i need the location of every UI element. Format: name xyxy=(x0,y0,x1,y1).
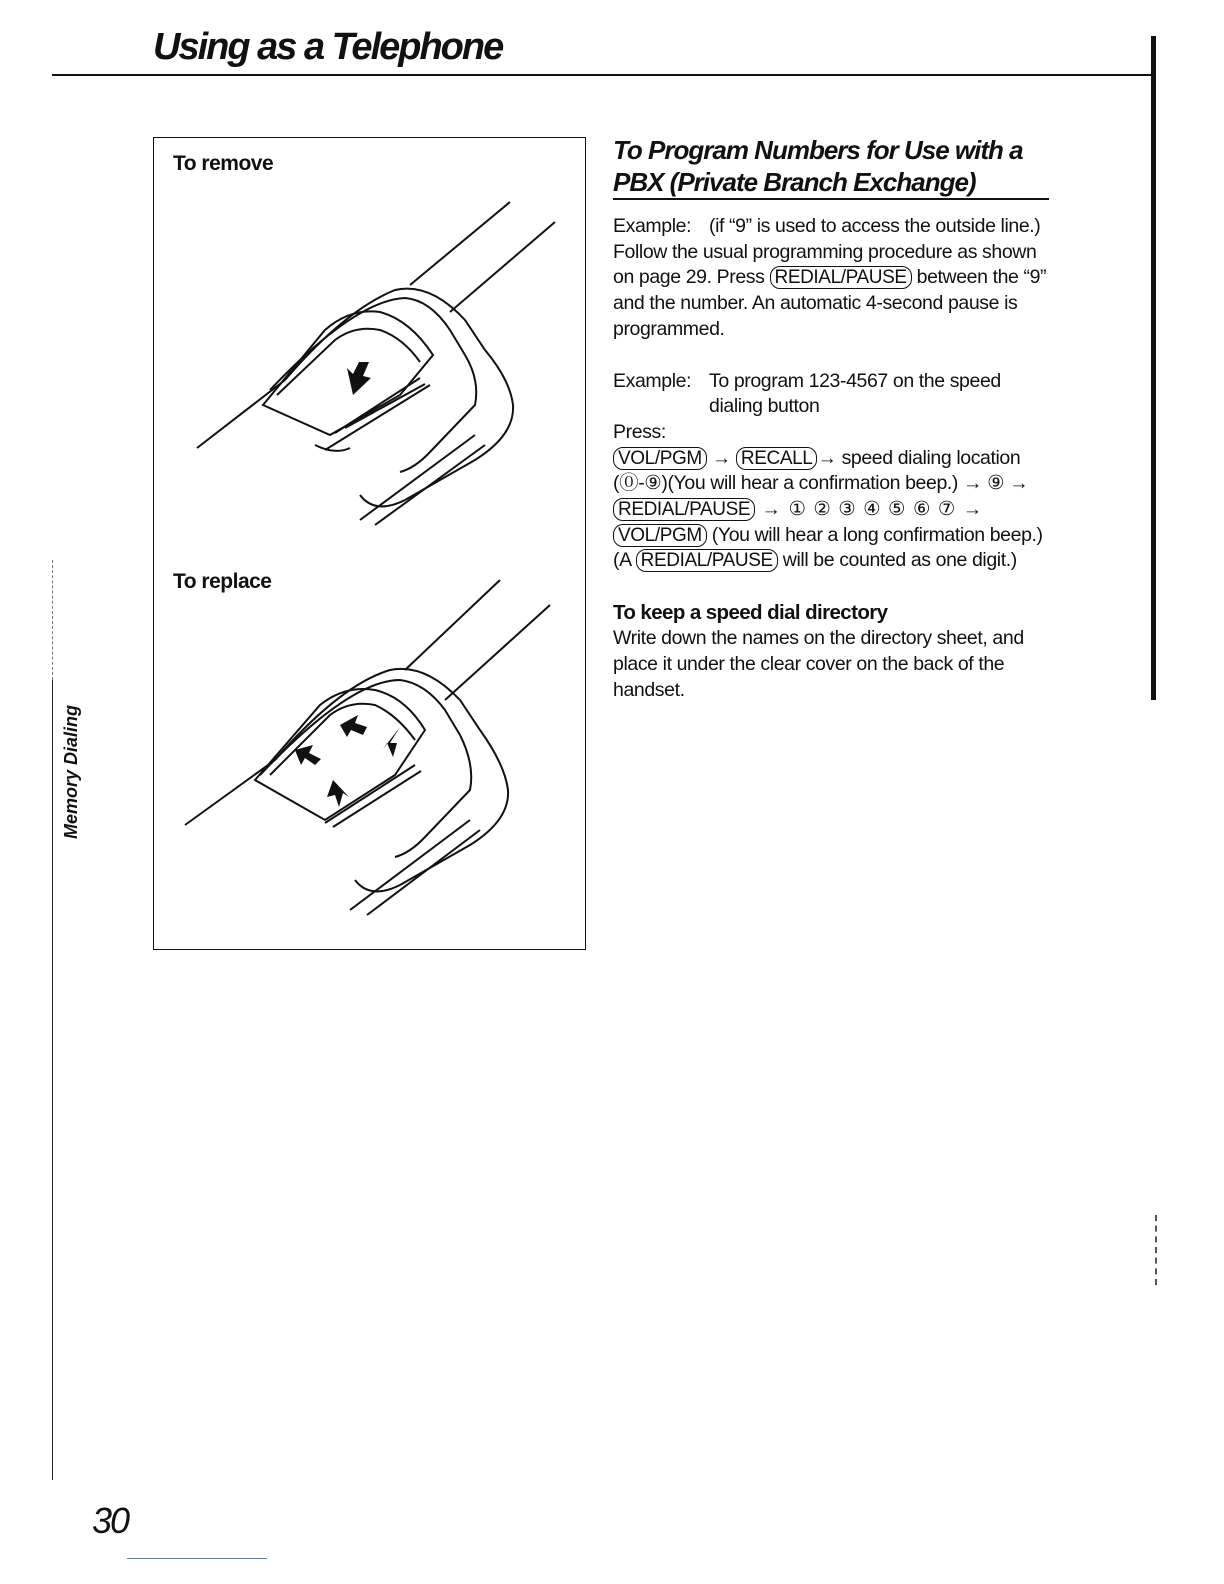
pause-note-text-2: will be counted as one digit.) xyxy=(777,549,1017,572)
pbx-title-line-2: PBX (Private Branch Exchange) xyxy=(613,166,1049,200)
vol-pgm-key: VOL/PGM xyxy=(613,447,707,470)
vol-pgm-key: VOL/PGM xyxy=(613,524,707,547)
press-label: Press: xyxy=(613,420,666,443)
example-1 xyxy=(613,214,1053,240)
sequence-text-2: (You will hear a long confirmation beep.) xyxy=(706,523,1043,546)
page-title: Using as a Telephone xyxy=(153,26,503,68)
pbx-instructions-text-1: Follow the usual programming procedure as shown on page 29. Press xyxy=(613,240,1037,289)
handset-replace-illustration xyxy=(175,575,570,920)
example-2-text: To program 123-4567 on the speed dialing button xyxy=(709,369,1001,418)
directory-heading: To keep a speed dial directory xyxy=(613,601,888,625)
pbx-title-line-1: To Program Numbers for Use with a xyxy=(613,135,1023,165)
figure-label-replace: To replace xyxy=(173,570,272,593)
pbx-instructions xyxy=(613,240,1053,343)
sequence-text-1: → speed dialing location (⓪-⑨)(You will hear a confirmation beep.) → ⑨ → xyxy=(613,446,1029,495)
right-margin-dash xyxy=(1155,1215,1157,1285)
example-2-label: Example: xyxy=(613,369,692,392)
pause-note xyxy=(613,548,1053,574)
left-margin-dash xyxy=(52,560,53,680)
handset-remove-illustration xyxy=(175,190,570,530)
key-sequence xyxy=(613,446,1053,549)
section-side-tab: Memory Dialing xyxy=(61,704,81,840)
example-1-label: Example: xyxy=(613,215,692,237)
redial-pause-key: REDIAL/PAUSE xyxy=(770,266,912,289)
left-margin-line xyxy=(52,680,53,1480)
redial-pause-key: REDIAL/PAUSE xyxy=(636,549,778,572)
right-margin-bar xyxy=(1151,36,1156,700)
sequence-digits: → ① ② ③ ④ ⑤ ⑥ ⑦ → xyxy=(755,498,984,521)
bottom-rule xyxy=(127,1558,267,1559)
page-number: 30 xyxy=(92,1500,129,1541)
example-2 xyxy=(613,369,1053,420)
right-column xyxy=(613,134,1053,703)
pbx-instructions-text-2: between the “9” and the number. An automatic 4-second pause is programmed. xyxy=(613,266,1047,340)
title-rule xyxy=(52,74,1156,76)
pbx-section-title xyxy=(613,134,1053,200)
recall-key: RECALL xyxy=(736,447,818,470)
example-1-text: (if “9” is used to access the outside line.) xyxy=(709,215,1041,237)
sequence-arrow: → xyxy=(706,446,736,469)
directory-body: Write down the names on the directory sheet, and place it under the clear cover on the back of the handset. xyxy=(613,627,1024,701)
figure-label-remove: To remove xyxy=(173,152,274,175)
pause-note-text-1: (A xyxy=(613,549,636,572)
redial-pause-key: REDIAL/PAUSE xyxy=(613,498,755,521)
